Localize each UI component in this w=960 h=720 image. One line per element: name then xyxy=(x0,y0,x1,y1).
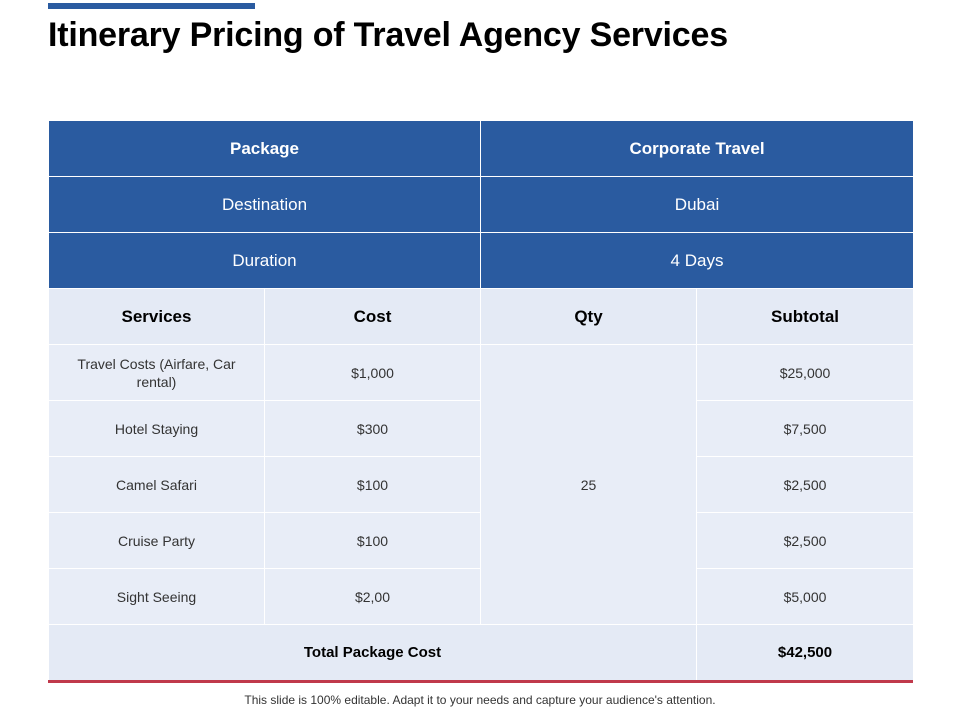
cost-cell: $100 xyxy=(265,513,481,569)
total-value: $42,500 xyxy=(697,625,914,681)
header-qty: Qty xyxy=(481,289,697,345)
header-services: Services xyxy=(49,289,265,345)
total-row xyxy=(49,625,914,681)
cost-cell: $2,00 xyxy=(265,569,481,625)
header-subtotal: Subtotal xyxy=(697,289,914,345)
title-accent-bar xyxy=(48,3,255,9)
bottom-rule xyxy=(48,680,913,683)
header-cost: Cost xyxy=(265,289,481,345)
destination-row xyxy=(49,177,914,233)
subtotal-cell: $5,000 xyxy=(697,569,914,625)
cost-cell: $1,000 xyxy=(265,345,481,401)
package-label: Package xyxy=(49,121,481,177)
pricing-table xyxy=(48,120,914,681)
duration-value: 4 Days xyxy=(481,233,914,289)
destination-value: Dubai xyxy=(481,177,914,233)
subtotal-cell: $7,500 xyxy=(697,401,914,457)
subtotal-cell: $2,500 xyxy=(697,457,914,513)
table-row xyxy=(49,345,914,401)
package-value: Corporate Travel xyxy=(481,121,914,177)
column-header-row xyxy=(49,289,914,345)
cost-cell: $300 xyxy=(265,401,481,457)
service-cell: Sight Seeing xyxy=(49,569,265,625)
service-cell: Camel Safari xyxy=(49,457,265,513)
duration-label: Duration xyxy=(49,233,481,289)
destination-label: Destination xyxy=(49,177,481,233)
package-row xyxy=(49,121,914,177)
subtotal-cell: $2,500 xyxy=(697,513,914,569)
cost-cell: $100 xyxy=(265,457,481,513)
duration-row xyxy=(49,233,914,289)
footer-note: This slide is 100% editable. Adapt it to your needs and capture your audience's attention. xyxy=(244,693,716,707)
qty-cell: 25 xyxy=(481,345,697,625)
subtotal-cell: $25,000 xyxy=(697,345,914,401)
page-title: Itinerary Pricing of Travel Agency Services xyxy=(48,16,728,54)
service-cell: Hotel Staying xyxy=(49,401,265,457)
service-cell: Travel Costs (Airfare, Car rental) xyxy=(49,345,265,401)
total-label: Total Package Cost xyxy=(49,625,697,681)
service-cell: Cruise Party xyxy=(49,513,265,569)
